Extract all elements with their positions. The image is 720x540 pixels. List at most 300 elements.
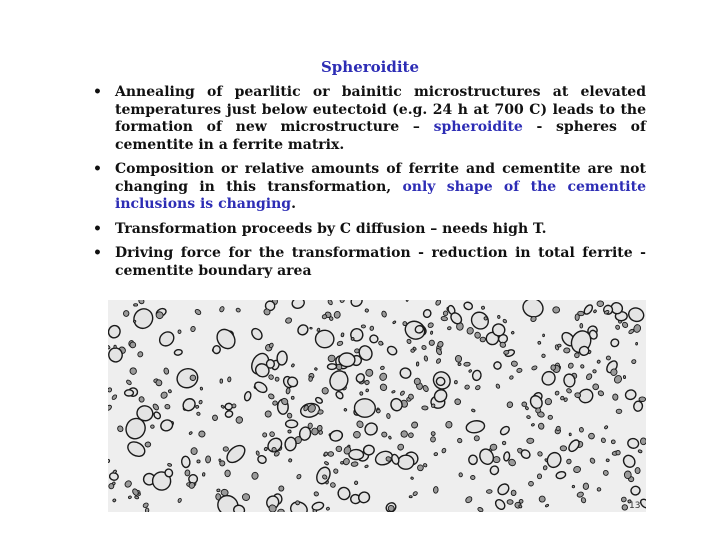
cementite-particle bbox=[567, 362, 574, 369]
cementite-particle bbox=[295, 500, 300, 505]
cementite-particle bbox=[327, 300, 333, 305]
cementite-particle bbox=[221, 489, 229, 496]
cementite-particle bbox=[468, 369, 472, 372]
cementite-particle bbox=[250, 327, 264, 342]
cementite-particle bbox=[544, 398, 552, 406]
cementite-particle bbox=[194, 308, 202, 315]
cementite-particle bbox=[574, 392, 581, 398]
cementite-particle bbox=[551, 365, 556, 371]
cementite-particle bbox=[269, 343, 274, 349]
cementite-particle bbox=[145, 508, 149, 512]
cementite-particle bbox=[327, 364, 336, 370]
cementite-particle bbox=[421, 345, 427, 351]
cementite-particle bbox=[202, 473, 205, 477]
cementite-particle bbox=[381, 431, 387, 437]
slide-title: Spheroidite bbox=[320, 58, 420, 76]
cementite-particle bbox=[464, 384, 470, 390]
cementite-particle bbox=[342, 457, 350, 465]
cementite-particle bbox=[430, 431, 435, 436]
cementite-particle bbox=[585, 373, 593, 381]
cementite-particle bbox=[108, 324, 122, 340]
cementite-particle bbox=[589, 457, 595, 464]
cementite-particle bbox=[430, 331, 433, 335]
cementite-particle bbox=[454, 398, 461, 405]
cementite-particle bbox=[417, 464, 424, 471]
cementite-particle bbox=[593, 309, 597, 313]
bullet-item bbox=[90, 161, 646, 214]
bullet-list bbox=[90, 84, 646, 287]
cementite-particle bbox=[242, 493, 250, 501]
cementite-particle bbox=[616, 409, 622, 413]
cementite-particle bbox=[557, 344, 561, 347]
cementite-particle bbox=[473, 435, 480, 442]
cementite-particle bbox=[502, 441, 507, 446]
cementite-particle bbox=[109, 483, 115, 489]
cementite-particle bbox=[191, 447, 198, 454]
cementite-particle bbox=[463, 301, 474, 311]
cementite-particle bbox=[583, 483, 589, 490]
cementite-particle bbox=[326, 507, 330, 511]
cementite-particle bbox=[174, 349, 183, 356]
cementite-particle bbox=[543, 334, 545, 337]
cementite-particle bbox=[291, 396, 294, 399]
cementite-particle bbox=[433, 486, 438, 493]
cementite-particle bbox=[195, 405, 199, 409]
bullet-text: Transformation proceeds by C diffusion – needs high T. bbox=[115, 220, 547, 237]
cementite-particle bbox=[471, 475, 475, 479]
cementite-particle bbox=[624, 471, 631, 479]
cementite-particle bbox=[134, 496, 139, 500]
cementite-particle bbox=[381, 311, 387, 318]
cementite-particle bbox=[522, 402, 527, 407]
cementite-particle bbox=[548, 415, 553, 419]
cementite-particle bbox=[412, 491, 418, 496]
cementite-particle bbox=[223, 447, 228, 452]
cementite-particle bbox=[324, 461, 329, 465]
cementite-particle bbox=[224, 410, 233, 418]
cementite-particle bbox=[621, 321, 628, 328]
cementite-particle bbox=[597, 301, 604, 307]
cementite-particle bbox=[337, 341, 344, 347]
cementite-particle bbox=[454, 381, 457, 384]
cementite-particle bbox=[633, 324, 641, 333]
cementite-particle bbox=[611, 440, 615, 444]
cementite-particle bbox=[545, 450, 563, 469]
cementite-particle bbox=[525, 406, 529, 410]
cementite-particle bbox=[443, 310, 449, 316]
cementite-particle bbox=[336, 446, 342, 451]
cementite-particle bbox=[399, 367, 412, 380]
cementite-particle bbox=[554, 390, 559, 395]
cementite-particle bbox=[469, 455, 478, 464]
cementite-particle bbox=[364, 380, 370, 386]
cementite-particle bbox=[495, 384, 500, 389]
cementite-particle bbox=[353, 431, 360, 438]
cementite-particle bbox=[459, 473, 463, 477]
cementite-particle bbox=[235, 415, 244, 424]
cementite-particle bbox=[181, 456, 190, 468]
cementite-particle bbox=[408, 432, 414, 438]
cementite-particle bbox=[574, 352, 580, 358]
cementite-particle bbox=[130, 305, 156, 331]
cementite-particle bbox=[430, 436, 435, 442]
cementite-particle bbox=[269, 431, 276, 438]
page-number: 13 bbox=[629, 501, 641, 511]
cementite-particle bbox=[163, 368, 169, 375]
cementite-particle bbox=[272, 400, 278, 405]
cementite-particle bbox=[220, 379, 223, 383]
cementite-particle bbox=[200, 387, 203, 390]
cementite-particle bbox=[356, 420, 365, 429]
cementite-particle bbox=[527, 438, 534, 443]
cementite-particle bbox=[481, 306, 485, 310]
cementite-particle bbox=[268, 393, 275, 400]
cementite-particle bbox=[564, 348, 571, 353]
cementite-particle bbox=[174, 366, 200, 391]
cementite-particle bbox=[633, 401, 643, 412]
cementite-particle bbox=[537, 474, 542, 479]
cementite-particle bbox=[638, 449, 642, 453]
cementite-particle bbox=[335, 390, 345, 400]
cementite-particle bbox=[409, 496, 412, 498]
cementite-particle bbox=[400, 430, 408, 438]
cementite-particle bbox=[133, 320, 136, 322]
cementite-particle bbox=[315, 396, 324, 404]
cementite-particle bbox=[472, 370, 482, 381]
cementite-particle bbox=[465, 496, 474, 504]
cementite-particle bbox=[178, 330, 181, 334]
bullet-item bbox=[90, 221, 646, 239]
cementite-particle bbox=[635, 468, 640, 474]
cementite-particle bbox=[391, 390, 395, 393]
cementite-particle bbox=[286, 388, 291, 395]
cementite-particle bbox=[380, 366, 385, 370]
cementite-particle bbox=[639, 397, 646, 402]
cementite-particle bbox=[402, 321, 407, 326]
cementite-particle bbox=[580, 364, 584, 369]
cementite-particle bbox=[354, 398, 376, 418]
cementite-particle bbox=[125, 439, 147, 459]
cementite-particle bbox=[588, 433, 594, 439]
cementite-particle bbox=[400, 390, 406, 396]
cementite-particle bbox=[499, 425, 511, 436]
cementite-particle bbox=[138, 396, 144, 403]
cementite-particle bbox=[511, 361, 518, 367]
cementite-particle bbox=[379, 383, 388, 392]
cementite-particle bbox=[219, 306, 225, 313]
cementite-particle bbox=[378, 372, 388, 382]
cementite-particle bbox=[244, 391, 252, 401]
cementite-particle bbox=[455, 355, 462, 363]
cementite-particle bbox=[181, 396, 198, 413]
cementite-particle bbox=[369, 335, 378, 344]
cementite-particle bbox=[278, 485, 284, 492]
cementite-particle bbox=[538, 341, 542, 345]
cementite-particle bbox=[636, 342, 638, 345]
cementite-particle bbox=[284, 437, 297, 452]
cementite-particle bbox=[336, 486, 352, 502]
cementite-particle bbox=[286, 420, 298, 428]
cementite-particle bbox=[138, 493, 141, 496]
cementite-particle bbox=[389, 397, 403, 412]
cementite-particle bbox=[291, 363, 295, 367]
cementite-particle bbox=[114, 345, 116, 348]
cementite-particle bbox=[406, 300, 408, 302]
cementite-particle bbox=[314, 367, 317, 370]
cementite-particle bbox=[560, 446, 567, 451]
cementite-particle bbox=[212, 345, 221, 354]
cementite-particle bbox=[497, 315, 500, 318]
cementite-particle bbox=[189, 431, 193, 435]
cementite-particle bbox=[601, 438, 606, 444]
cementite-particle bbox=[502, 319, 507, 324]
cementite-particle bbox=[511, 490, 516, 496]
cementite-particle bbox=[142, 502, 149, 508]
cementite-particle bbox=[422, 406, 428, 410]
cementite-particle bbox=[621, 504, 629, 512]
cementite-particle bbox=[370, 326, 374, 331]
cementite-particle bbox=[597, 360, 601, 364]
cementite-particle bbox=[616, 450, 620, 455]
cementite-particle bbox=[410, 421, 418, 429]
cementite-particle bbox=[108, 404, 112, 411]
cementite-particle bbox=[152, 403, 160, 411]
cementite-particle bbox=[123, 310, 129, 317]
cementite-particle bbox=[621, 453, 637, 469]
cementite-particle bbox=[579, 427, 584, 432]
cementite-particle bbox=[278, 509, 284, 512]
cementite-particle bbox=[329, 429, 344, 442]
bullet-highlight: spheroidite bbox=[433, 119, 523, 135]
cementite-particle bbox=[509, 375, 514, 380]
cementite-particle bbox=[627, 438, 640, 450]
cementite-particle bbox=[477, 507, 484, 512]
cementite-particle bbox=[410, 477, 413, 480]
cementite-particle bbox=[630, 485, 641, 496]
cementite-particle bbox=[126, 379, 132, 385]
cementite-particle bbox=[486, 490, 492, 494]
cementite-particle bbox=[363, 445, 375, 456]
cementite-particle bbox=[429, 340, 435, 346]
cementite-particle bbox=[566, 388, 572, 394]
cementite-particle bbox=[177, 498, 182, 503]
cementite-particle bbox=[592, 383, 599, 390]
cementite-particle bbox=[555, 471, 566, 480]
cementite-particle bbox=[406, 339, 412, 345]
cementite-particle bbox=[471, 409, 475, 413]
cementite-particle bbox=[578, 311, 585, 316]
cementite-particle bbox=[275, 377, 279, 381]
cementite-particle bbox=[539, 496, 545, 502]
cementite-particle bbox=[386, 345, 398, 357]
cementite-particle bbox=[125, 390, 134, 396]
cementite-particle bbox=[277, 351, 288, 365]
cementite-particle bbox=[615, 325, 620, 330]
cementite-particle bbox=[552, 306, 559, 313]
cementite-particle bbox=[606, 459, 610, 462]
cementite-particle bbox=[489, 465, 500, 476]
cementite-particle bbox=[447, 326, 451, 330]
cementite-particle bbox=[493, 361, 503, 371]
cementite-particle bbox=[268, 374, 275, 380]
cementite-particle bbox=[339, 300, 345, 303]
cementite-particle bbox=[328, 452, 334, 457]
cementite-particle bbox=[427, 322, 434, 329]
cementite-particle bbox=[266, 359, 275, 368]
cementite-particle bbox=[138, 300, 145, 305]
cementite-particle bbox=[199, 400, 203, 404]
bullet-text-end: - spheres of cementite in a ferrite matrix. bbox=[115, 119, 646, 153]
cementite-particle bbox=[621, 496, 628, 502]
cementite-particle bbox=[236, 308, 241, 313]
bullet-item bbox=[90, 245, 646, 280]
cementite-particle bbox=[416, 362, 419, 366]
cementite-particle bbox=[160, 391, 169, 400]
cementite-particle bbox=[480, 337, 486, 342]
cementite-particle bbox=[490, 444, 498, 451]
cementite-particle bbox=[604, 425, 608, 429]
cementite-particle bbox=[567, 438, 581, 453]
cementite-particle bbox=[624, 389, 637, 401]
cementite-particle bbox=[196, 412, 200, 416]
bullet-item bbox=[90, 84, 646, 154]
cementite-particle bbox=[145, 442, 151, 448]
cementite-particle bbox=[465, 419, 485, 434]
cementite-particle bbox=[541, 353, 546, 358]
cementite-particle bbox=[225, 470, 231, 477]
cementite-particle bbox=[434, 452, 438, 456]
cementite-particle bbox=[315, 330, 335, 349]
cementite-particle bbox=[164, 404, 170, 409]
cementite-particle bbox=[612, 394, 618, 401]
cementite-particle bbox=[197, 460, 200, 463]
cementite-particle bbox=[531, 423, 535, 426]
cementite-particle bbox=[287, 413, 293, 419]
cementite-particle bbox=[256, 451, 260, 456]
cementite-particle bbox=[579, 346, 590, 356]
cementite-particle bbox=[531, 365, 537, 370]
cementite-particle bbox=[340, 461, 343, 464]
cementite-particle bbox=[464, 362, 471, 366]
cementite-particle bbox=[351, 462, 358, 467]
cementite-particle bbox=[392, 321, 396, 324]
bullet-text: Composition or relative amounts of ferrite and cementite are not changing in this transformation, bbox=[115, 161, 646, 195]
cementite-particle bbox=[344, 408, 348, 412]
cementite-particle bbox=[288, 430, 291, 433]
cementite-particle bbox=[296, 474, 302, 480]
cementite-particle bbox=[441, 448, 446, 454]
cementite-particle bbox=[537, 451, 543, 457]
cementite-particle bbox=[137, 351, 144, 358]
cementite-particle bbox=[128, 495, 132, 499]
cementite-particle bbox=[623, 375, 626, 378]
cementite-particle bbox=[349, 300, 364, 308]
cementite-particle bbox=[543, 465, 548, 470]
cementite-particle bbox=[435, 300, 442, 306]
cementite-particle bbox=[606, 356, 610, 360]
cementite-particle bbox=[602, 469, 609, 476]
cementite-particle bbox=[446, 421, 453, 428]
cementite-particle bbox=[593, 370, 597, 373]
cementite-particle bbox=[157, 329, 177, 349]
cementite-particle bbox=[313, 491, 319, 496]
cementite-particle bbox=[640, 438, 646, 445]
spheroidite-micrograph bbox=[108, 300, 646, 512]
cementite-particle bbox=[627, 306, 646, 324]
cementite-particle bbox=[327, 368, 350, 392]
cementite-particle bbox=[291, 300, 306, 310]
cementite-particle bbox=[153, 411, 162, 420]
cementite-particle bbox=[526, 415, 530, 419]
cementite-particle bbox=[212, 415, 218, 421]
cementite-particle bbox=[310, 327, 313, 329]
cementite-particle bbox=[129, 367, 137, 376]
cementite-particle bbox=[422, 308, 432, 318]
cementite-particle bbox=[414, 378, 421, 385]
cementite-particle bbox=[363, 421, 380, 438]
cementite-particle bbox=[361, 325, 365, 328]
cementite-particle bbox=[386, 413, 390, 419]
cementite-particle bbox=[221, 405, 225, 409]
cementite-particle bbox=[108, 387, 112, 393]
cementite-particle bbox=[263, 433, 267, 437]
cementite-particle bbox=[441, 316, 448, 321]
cementite-particle bbox=[364, 465, 368, 468]
cementite-particle bbox=[167, 463, 172, 467]
cementite-particle bbox=[388, 436, 391, 440]
cementite-particle bbox=[496, 482, 511, 497]
cementite-particle bbox=[217, 489, 220, 492]
cementite-particle bbox=[205, 456, 210, 463]
cementite-particle bbox=[576, 491, 584, 498]
cementite-particle bbox=[609, 337, 620, 348]
cementite-particle bbox=[124, 480, 133, 489]
cementite-particle bbox=[538, 422, 545, 429]
cementite-particle bbox=[494, 498, 507, 511]
cementite-particle bbox=[528, 481, 533, 486]
cementite-particle bbox=[327, 354, 336, 362]
cementite-particle bbox=[597, 488, 601, 491]
cementite-particle bbox=[581, 497, 587, 503]
cementite-particle bbox=[288, 458, 292, 462]
cementite-particle bbox=[308, 376, 312, 381]
cementite-particle bbox=[366, 389, 369, 392]
cementite-particle bbox=[354, 481, 357, 484]
micrograph-image bbox=[108, 300, 646, 512]
cementite-particle bbox=[199, 431, 205, 437]
cementite-particle bbox=[466, 326, 475, 335]
cementite-particle bbox=[597, 390, 604, 397]
cementite-particle bbox=[503, 452, 510, 462]
cementite-particle bbox=[168, 389, 172, 393]
cementite-particle bbox=[296, 323, 310, 337]
cementite-particle bbox=[360, 392, 364, 396]
cementite-particle bbox=[257, 454, 268, 464]
cementite-particle bbox=[580, 324, 583, 329]
cementite-particle bbox=[285, 317, 293, 324]
cementite-particle bbox=[112, 498, 116, 502]
cementite-particle bbox=[330, 482, 336, 488]
cementite-particle bbox=[436, 358, 442, 364]
cementite-particle bbox=[224, 442, 248, 466]
cementite-particle bbox=[334, 311, 341, 319]
cementite-particle bbox=[159, 418, 174, 433]
cementite-particle bbox=[111, 394, 117, 400]
bullet-text: Driving force for the transformation - reduction in total ferrite - cementite boundary area bbox=[115, 245, 646, 279]
cementite-particle bbox=[117, 425, 124, 433]
cementite-particle bbox=[511, 331, 514, 334]
cementite-particle bbox=[150, 425, 154, 429]
